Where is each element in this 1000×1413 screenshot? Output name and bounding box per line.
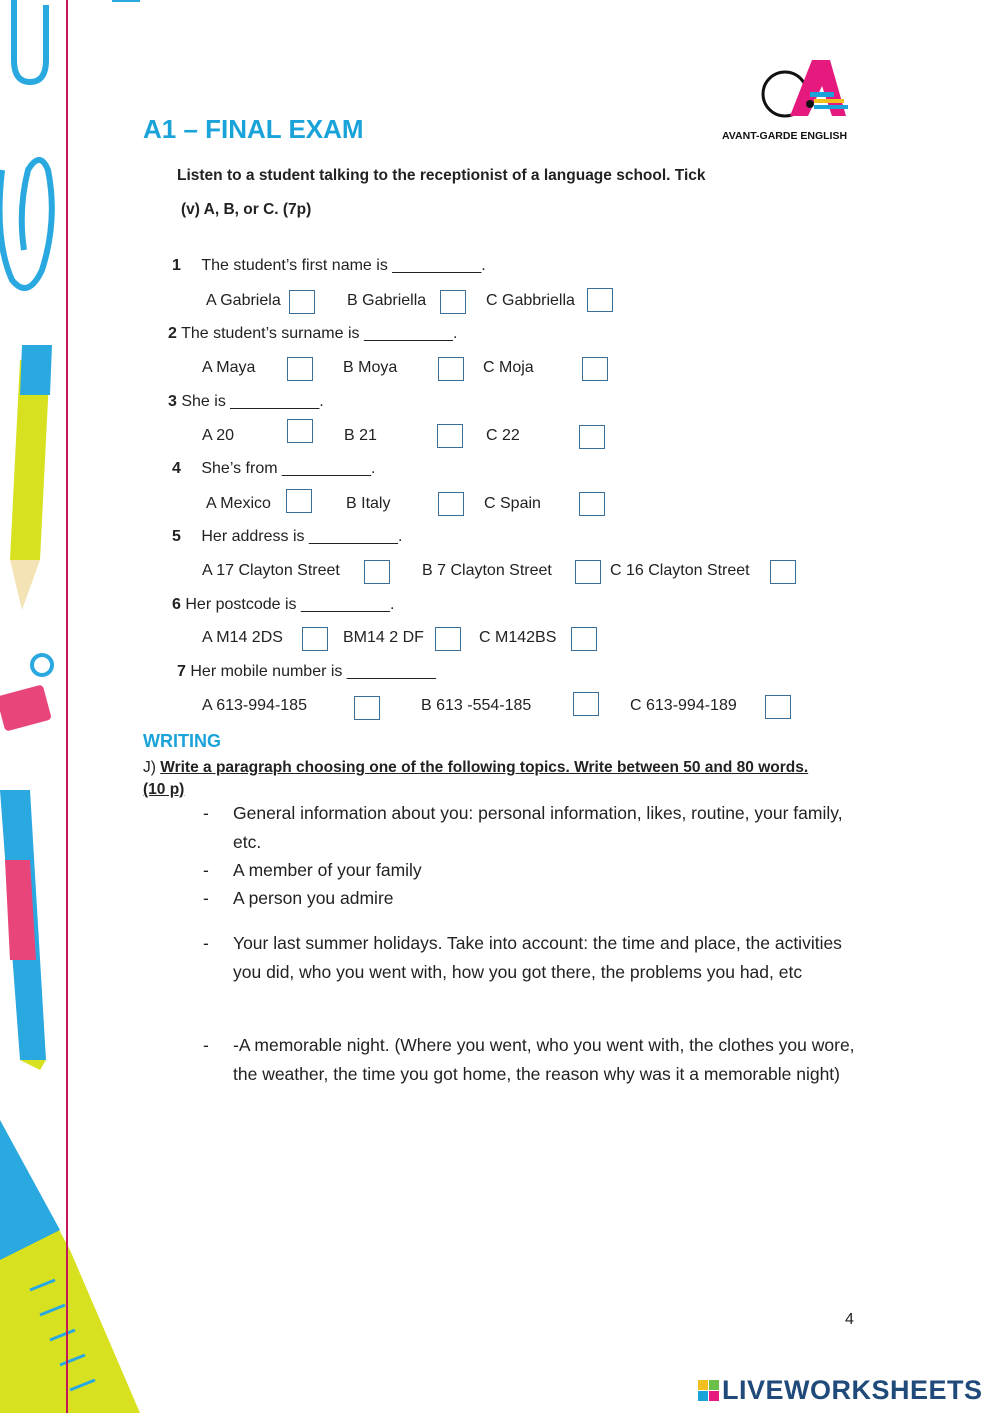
option-1b: B Gabriella <box>347 292 427 309</box>
checkbox-1b[interactable] <box>440 290 466 314</box>
page-title: A1 – FINAL EXAM <box>143 114 364 144</box>
checkbox-4b[interactable] <box>438 492 464 516</box>
topic-item: A member of your family <box>233 860 422 880</box>
checkbox-2b[interactable] <box>438 357 464 381</box>
question-prompt: She’s from __________. <box>201 460 376 477</box>
question-prompt: The student’s surname is __________. <box>181 325 458 342</box>
checkbox-7b[interactable] <box>573 692 599 716</box>
question-number: 7 <box>177 663 186 680</box>
question-6 <box>172 596 394 614</box>
option-3a: A 20 <box>202 427 235 444</box>
question-prompt: Her mobile number is __________ <box>190 663 436 680</box>
bullet-marker: - <box>203 803 209 823</box>
option-7a: A 613-994-185 <box>202 697 307 714</box>
margin-line <box>66 0 68 1413</box>
liveworksheets-logo <box>698 1375 983 1406</box>
question-2 <box>168 325 457 343</box>
topic-item: A person you admire <box>233 888 394 908</box>
checkbox-7c[interactable] <box>765 695 791 719</box>
option-6a: A M14 2DS <box>202 629 283 646</box>
checkbox-7a[interactable] <box>354 696 380 720</box>
question-7 <box>177 663 436 681</box>
task-text: Write a paragraph choosing one of the following topics. Write between 50 and 80 words. <box>160 759 809 776</box>
paperclip-icon <box>0 160 52 288</box>
checkbox-4a[interactable] <box>286 489 312 513</box>
option-5b: B 7 Clayton Street <box>422 562 552 579</box>
writing-task <box>143 757 863 801</box>
question-5 <box>172 528 402 546</box>
checkbox-6c[interactable] <box>571 627 597 651</box>
bullet-marker: - <box>203 860 209 880</box>
checkbox-2a[interactable] <box>287 357 313 381</box>
binder-clip-icon <box>0 684 52 731</box>
option-7b: B 613 -554-185 <box>421 697 532 714</box>
paperclip-icon <box>14 0 46 82</box>
topic-item: General information about you: personal information, likes, routine, your family, etc. <box>233 803 843 852</box>
checkbox-6b[interactable] <box>435 627 461 651</box>
instruction-line-2: (v) A, B, or C. (7p) <box>181 201 312 218</box>
checkbox-3c[interactable] <box>579 425 605 449</box>
question-number: 6 <box>172 596 181 613</box>
question-prompt: Her address is __________. <box>201 528 403 545</box>
question-number: 2 <box>168 325 177 342</box>
option-2c: C Moja <box>483 359 534 376</box>
option-2b: B Moya <box>343 359 398 376</box>
question-4 <box>172 460 375 478</box>
liveworksheets-brand: LIVEWORKSHEETS <box>722 1375 983 1405</box>
liveworksheets-icon <box>698 1380 719 1401</box>
checkbox-3a[interactable] <box>287 419 313 443</box>
checkbox-1c[interactable] <box>587 288 613 312</box>
checkbox-1a[interactable] <box>289 290 315 314</box>
question-1 <box>172 257 486 275</box>
checkbox-5b[interactable] <box>575 560 601 584</box>
option-4a: A Mexico <box>206 495 271 512</box>
option-4b: B Italy <box>346 495 391 512</box>
question-prompt: The student’s first name is __________. <box>201 257 486 274</box>
checkbox-5a[interactable] <box>364 560 390 584</box>
task-points: (10 p) <box>143 781 185 798</box>
question-number: 5 <box>172 528 181 545</box>
option-4c: C Spain <box>484 495 541 512</box>
logo-text: AVANT-GARDE ENGLISH <box>722 130 848 142</box>
option-2a: A Maya <box>202 359 256 376</box>
topic-item: Your last summer holidays. Take into account: the time and place, the activities you did, who you went with, how you got there, the problems you had, etc <box>233 933 842 982</box>
option-1c: C Gabbriella <box>486 292 575 309</box>
option-1a: A Gabriela <box>206 292 281 309</box>
question-prompt: She is __________. <box>181 393 324 410</box>
bullet-marker: - <box>203 888 209 908</box>
option-6b: BM14 2 DF <box>343 629 424 646</box>
topic-item: -A memorable night. (Where you went, who you went with, the clothes you wore, the weather, the time you got home, the reason why was it a memorable night) <box>233 1035 855 1084</box>
checkbox-3b[interactable] <box>437 424 463 448</box>
page-number: 4 <box>845 1311 854 1328</box>
stationery-decoration <box>0 0 140 1413</box>
question-number: 3 <box>168 393 177 410</box>
option-3c: C 22 <box>486 427 520 444</box>
option-5a: A 17 Clayton Street <box>202 562 340 579</box>
task-prefix: J) <box>143 759 156 776</box>
bullet-marker: - <box>203 1035 209 1055</box>
checkbox-4c[interactable] <box>579 492 605 516</box>
instruction-line-1: Listen to a student talking to the receptionist of a language school. Tick <box>177 167 706 184</box>
option-5c: C 16 Clayton Street <box>610 562 750 579</box>
question-3 <box>168 393 324 411</box>
question-prompt: Her postcode is __________. <box>185 596 395 613</box>
option-3b: B 21 <box>344 427 377 444</box>
checkbox-2c[interactable] <box>582 357 608 381</box>
logo-mark-icon <box>750 56 860 126</box>
school-logo <box>722 56 862 146</box>
option-6c: C M142BS <box>479 629 557 646</box>
option-7c: C 613-994-189 <box>630 697 737 714</box>
question-number: 1 <box>172 257 181 274</box>
section-heading-writing: WRITING <box>143 731 221 751</box>
question-number: 4 <box>172 460 181 477</box>
checkbox-6a[interactable] <box>302 627 328 651</box>
checkbox-5c[interactable] <box>770 560 796 584</box>
bullet-marker: - <box>203 933 209 953</box>
